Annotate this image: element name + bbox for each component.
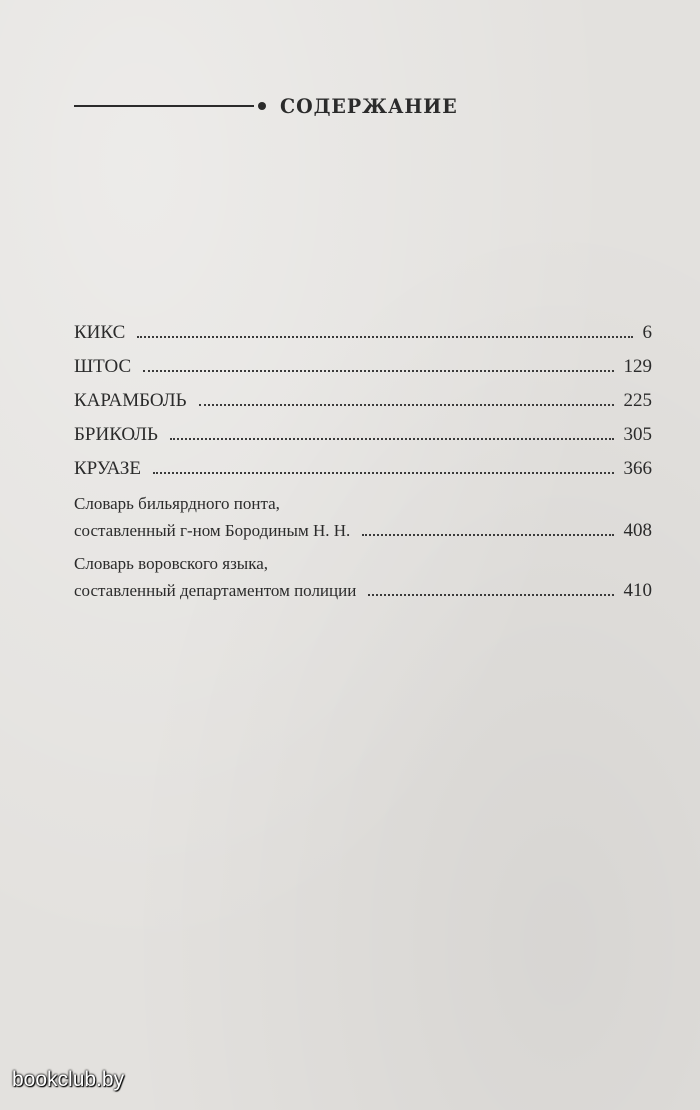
toc-entry-title: КРУАЗЕ — [74, 458, 141, 479]
toc-entry-page: 6 — [642, 322, 652, 343]
toc-entry-title: КИКС — [74, 322, 126, 343]
dot-leader — [143, 370, 613, 372]
toc-entry-shtos[interactable] — [74, 350, 652, 384]
toc-entry-title: ШТОС — [74, 356, 132, 377]
dot-leader — [170, 438, 614, 440]
toc-entry-page: 408 — [623, 520, 652, 541]
toc-entry-page: 410 — [623, 580, 652, 601]
toc-entry-kiks[interactable] — [74, 316, 652, 350]
watermark-text: bookclub.by — [12, 1068, 125, 1091]
toc-entry-brikol[interactable] — [74, 418, 652, 452]
toc-entry-title-line1: Словарь воровского языка, — [74, 554, 269, 573]
toc-entry-billiard-dictionary[interactable] — [74, 492, 652, 546]
toc-entry-title-line1: Словарь бильярдного понта, — [74, 494, 280, 513]
toc-entry-page: 225 — [623, 390, 652, 411]
toc-entry-title: БРИКОЛЬ — [74, 424, 158, 445]
dot-leader — [137, 336, 632, 338]
toc-entry-title-line2: составленный департаментом полиции — [74, 581, 357, 600]
dot-leader — [153, 472, 614, 474]
dot-leader — [199, 404, 614, 406]
toc-entry-page: 305 — [623, 424, 652, 445]
page-title: СОДЕРЖАНИЕ — [280, 94, 458, 118]
header-rule — [74, 105, 254, 107]
dot-leader — [368, 594, 613, 596]
toc-entry-page: 366 — [623, 458, 652, 479]
toc-entry-thieves-dictionary[interactable] — [74, 552, 652, 606]
dot-leader — [362, 534, 613, 536]
header-bullet-dot — [258, 102, 266, 110]
toc-entry-title: КАРАМБОЛЬ — [74, 390, 187, 411]
toc-entry-kruaze[interactable] — [74, 452, 652, 486]
toc-header — [74, 94, 467, 118]
table-of-contents — [74, 316, 652, 606]
toc-entry-karambol[interactable] — [74, 384, 652, 418]
toc-entry-title-line2: составленный г-ном Бородиным Н. Н. — [74, 521, 351, 540]
toc-entry-page: 129 — [623, 356, 652, 377]
